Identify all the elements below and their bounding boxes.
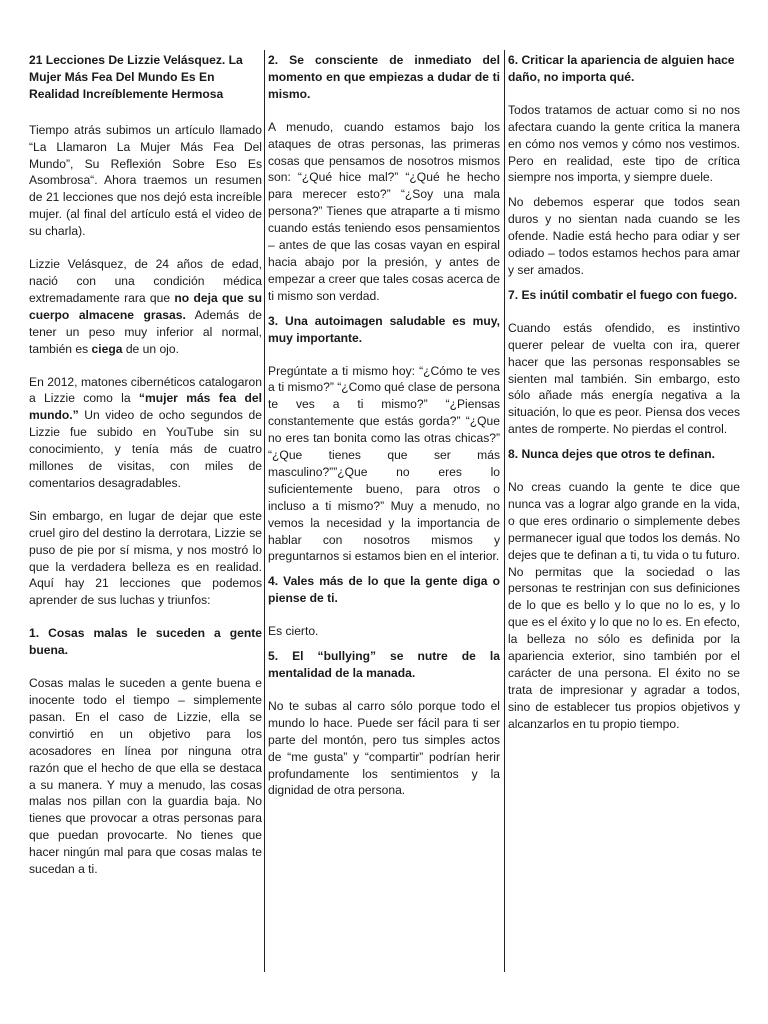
lesson-8-paragraph: No creas cuando la gente te dice que nunca vas a lograr algo grande en la vida, o que eres ordinario o simplemente debes permanecer igual que todos los demás. No dejes que te definan a ti, tu vida o tu futuro. No permitas que la sociedad o las personas te restrinjan con sus definiciones de lo que es bello y lo que no lo es, y lo que es el éxito y lo que no lo es. En efecto, la belleza no sólo es definida por la apariencia exterior, sino también por el carácter de una persona. El éxito no se trata de impresionar y agradar a todos, sino de establecer tus propios objetivos y alcanzarlos en tu propio tiempo. xyxy=(508,480,740,731)
bullying-paragraph: En 2012, matones cibernéticos catalogaron a Lizzie como la “mujer más fea del mundo.” Un video de ocho segundos de Lizzie fue subido en YouTube sin su conocimiento, y tenía más de cuatro millones de visitas, con miles de comentarios desagradables. xyxy=(29,374,262,490)
lesson-1-paragraph: Cosas malas le suceden a gente buena e inocente todo el tiempo – simplemente pasan. En el caso de Lizzie, ella se convirtió en un objetivo para los acosadores en línea por ninguna otra razón que el hecho de que ella se destaca a su manera. Y muy a menudo, las cosas malas nos pillan con la guardia baja. No tienes que provocar a otras personas para que puedan provocarte. No tienes que hacer ningún mal para que cosas malas te sucedan a ti. xyxy=(29,676,262,877)
lesson-6-paragraph-1: Todos tratamos de actuar como si no nos afectara cuando la gente critica la manera en cómo nos vemos y cómo nos vestimos. Pero en realidad, este tipo de crítica siempre nos importa, y siempre duele. xyxy=(508,102,740,185)
article-title: 21 Lecciones De Lizzie Velásquez. La Mujer Más Fea Del Mundo Es En Realidad Increíblemente Hermosa xyxy=(29,53,243,101)
lesson-4-paragraph: Es cierto. xyxy=(268,624,319,639)
column-3 xyxy=(508,52,740,749)
lesson-3-heading: 3. Una autoimagen saludable es muy, muy importante. xyxy=(268,313,500,345)
lesson-6-heading: 6. Criticar la apariencia de alguien hace daño, no importa qué. xyxy=(508,53,735,84)
lesson-3-paragraph: Pregúntate a ti mismo hoy: “¿Cómo te ves a ti mismo?” “¿Como qué clase de persona te ves a ti mismo?” “¿Piensas constantemente que estás gorda?” “¿Que no eres tan bonita como las otras chicas?” “¿Que tienes que ser más masculino?””¿Que no eres lo suficientemente bueno, para otros o incluso a ti mismo?” Muy a menudo, no vemos la necesidad y la importancia de hablar con nosotros mismos y preguntarnos si estamos bien en el interior. xyxy=(268,363,500,564)
lesson-6-paragraph-2: No debemos esperar que todos sean duros y no sientan nada cuando se les ofende. Nadie está hecho para odiar y ser odiado – todos estamos hechos para amar y ser amados. xyxy=(508,195,740,277)
intro-paragraph: Tiempo atrás subimos un artículo llamado “La Llamaron La Mujer Más Fea Del Mundo”, Su Reflexión Sobre Eso Es Asombrosa“. Ahora traemos un resumen de 21 lecciones que nos dejó esta increíble mujer. (al final del artículo está el video de su charla). xyxy=(29,122,262,239)
lesson-7-paragraph: Cuando estás ofendido, es instintivo querer pelear de vuelta con ira, querer hacer que las personas responsables se sienten mal también. Sin embargo, esto sólo añade más energía negativa a la situación, lo que es peor. Piensa dos veces antes de romperte. No pierdas el control. xyxy=(508,320,740,437)
column-divider-2 xyxy=(504,50,505,972)
lesson-2-paragraph: A menudo, cuando estamos bajo los ataques de otras personas, las primeras cosas que pensamos de nosotros mismos son: “¿Qué hice mal?” “¿Qué he hecho para merecer esto?” “¿Soy una mala persona?” Tienes que atraparte a ti mismo cuando estás teniendo esos pensamientos – antes de que las cosas vayan en espiral hacia abajo por la presión, y antes de empezar a creer que tales cosas acerca de ti mismo son verdad. xyxy=(268,119,500,303)
column-divider-1 xyxy=(264,50,265,972)
lesson-2-heading: 2. Se consciente de inmediato del momento en que empiezas a dudar de ti mismo. xyxy=(268,53,500,101)
lesson-8-heading: 8. Nunca dejes que otros te definan. xyxy=(508,447,715,462)
lesson-5-heading: 5. El “bullying” se nutre de la mentalidad de la manada. xyxy=(268,649,500,680)
lesson-7-heading: 7. Es inútil combatir el fuego con fuego. xyxy=(508,287,738,302)
lesson-1-heading: 1. Cosas malas le suceden a gente buena. xyxy=(29,626,262,658)
lesson-5-paragraph: No te subas al carro sólo porque todo el mundo lo hace. Puede ser fácil para ti ser parte del montón, pero tus simples actos de “me gusta” y “compartir” podrían herir profundamente los sentimientos y la dignidad de otra persona. xyxy=(268,698,500,798)
lesson-4-heading: 4. Vales más de lo que la gente diga o piense de ti. xyxy=(268,574,500,606)
column-2 xyxy=(268,52,500,815)
lessons-intro-paragraph: Sin embargo, en lugar de dejar que este cruel giro del destino la derrotara, Lizzie se puso de pie por sí misma, y nos mostró lo que la verdadera belleza es en realidad. Aquí hay 21 lecciones que podemos aprender de sus luchas y triunfos: xyxy=(29,508,262,608)
lizzie-paragraph: Lizzie Velásquez, de 24 años de edad, nació con una condición médica extremadamente rara que no deja que su cuerpo almacene grasas. Además de tener un peso muy inferior al normal, también es ciega de un ojo. xyxy=(29,257,262,356)
column-1 xyxy=(29,52,262,894)
